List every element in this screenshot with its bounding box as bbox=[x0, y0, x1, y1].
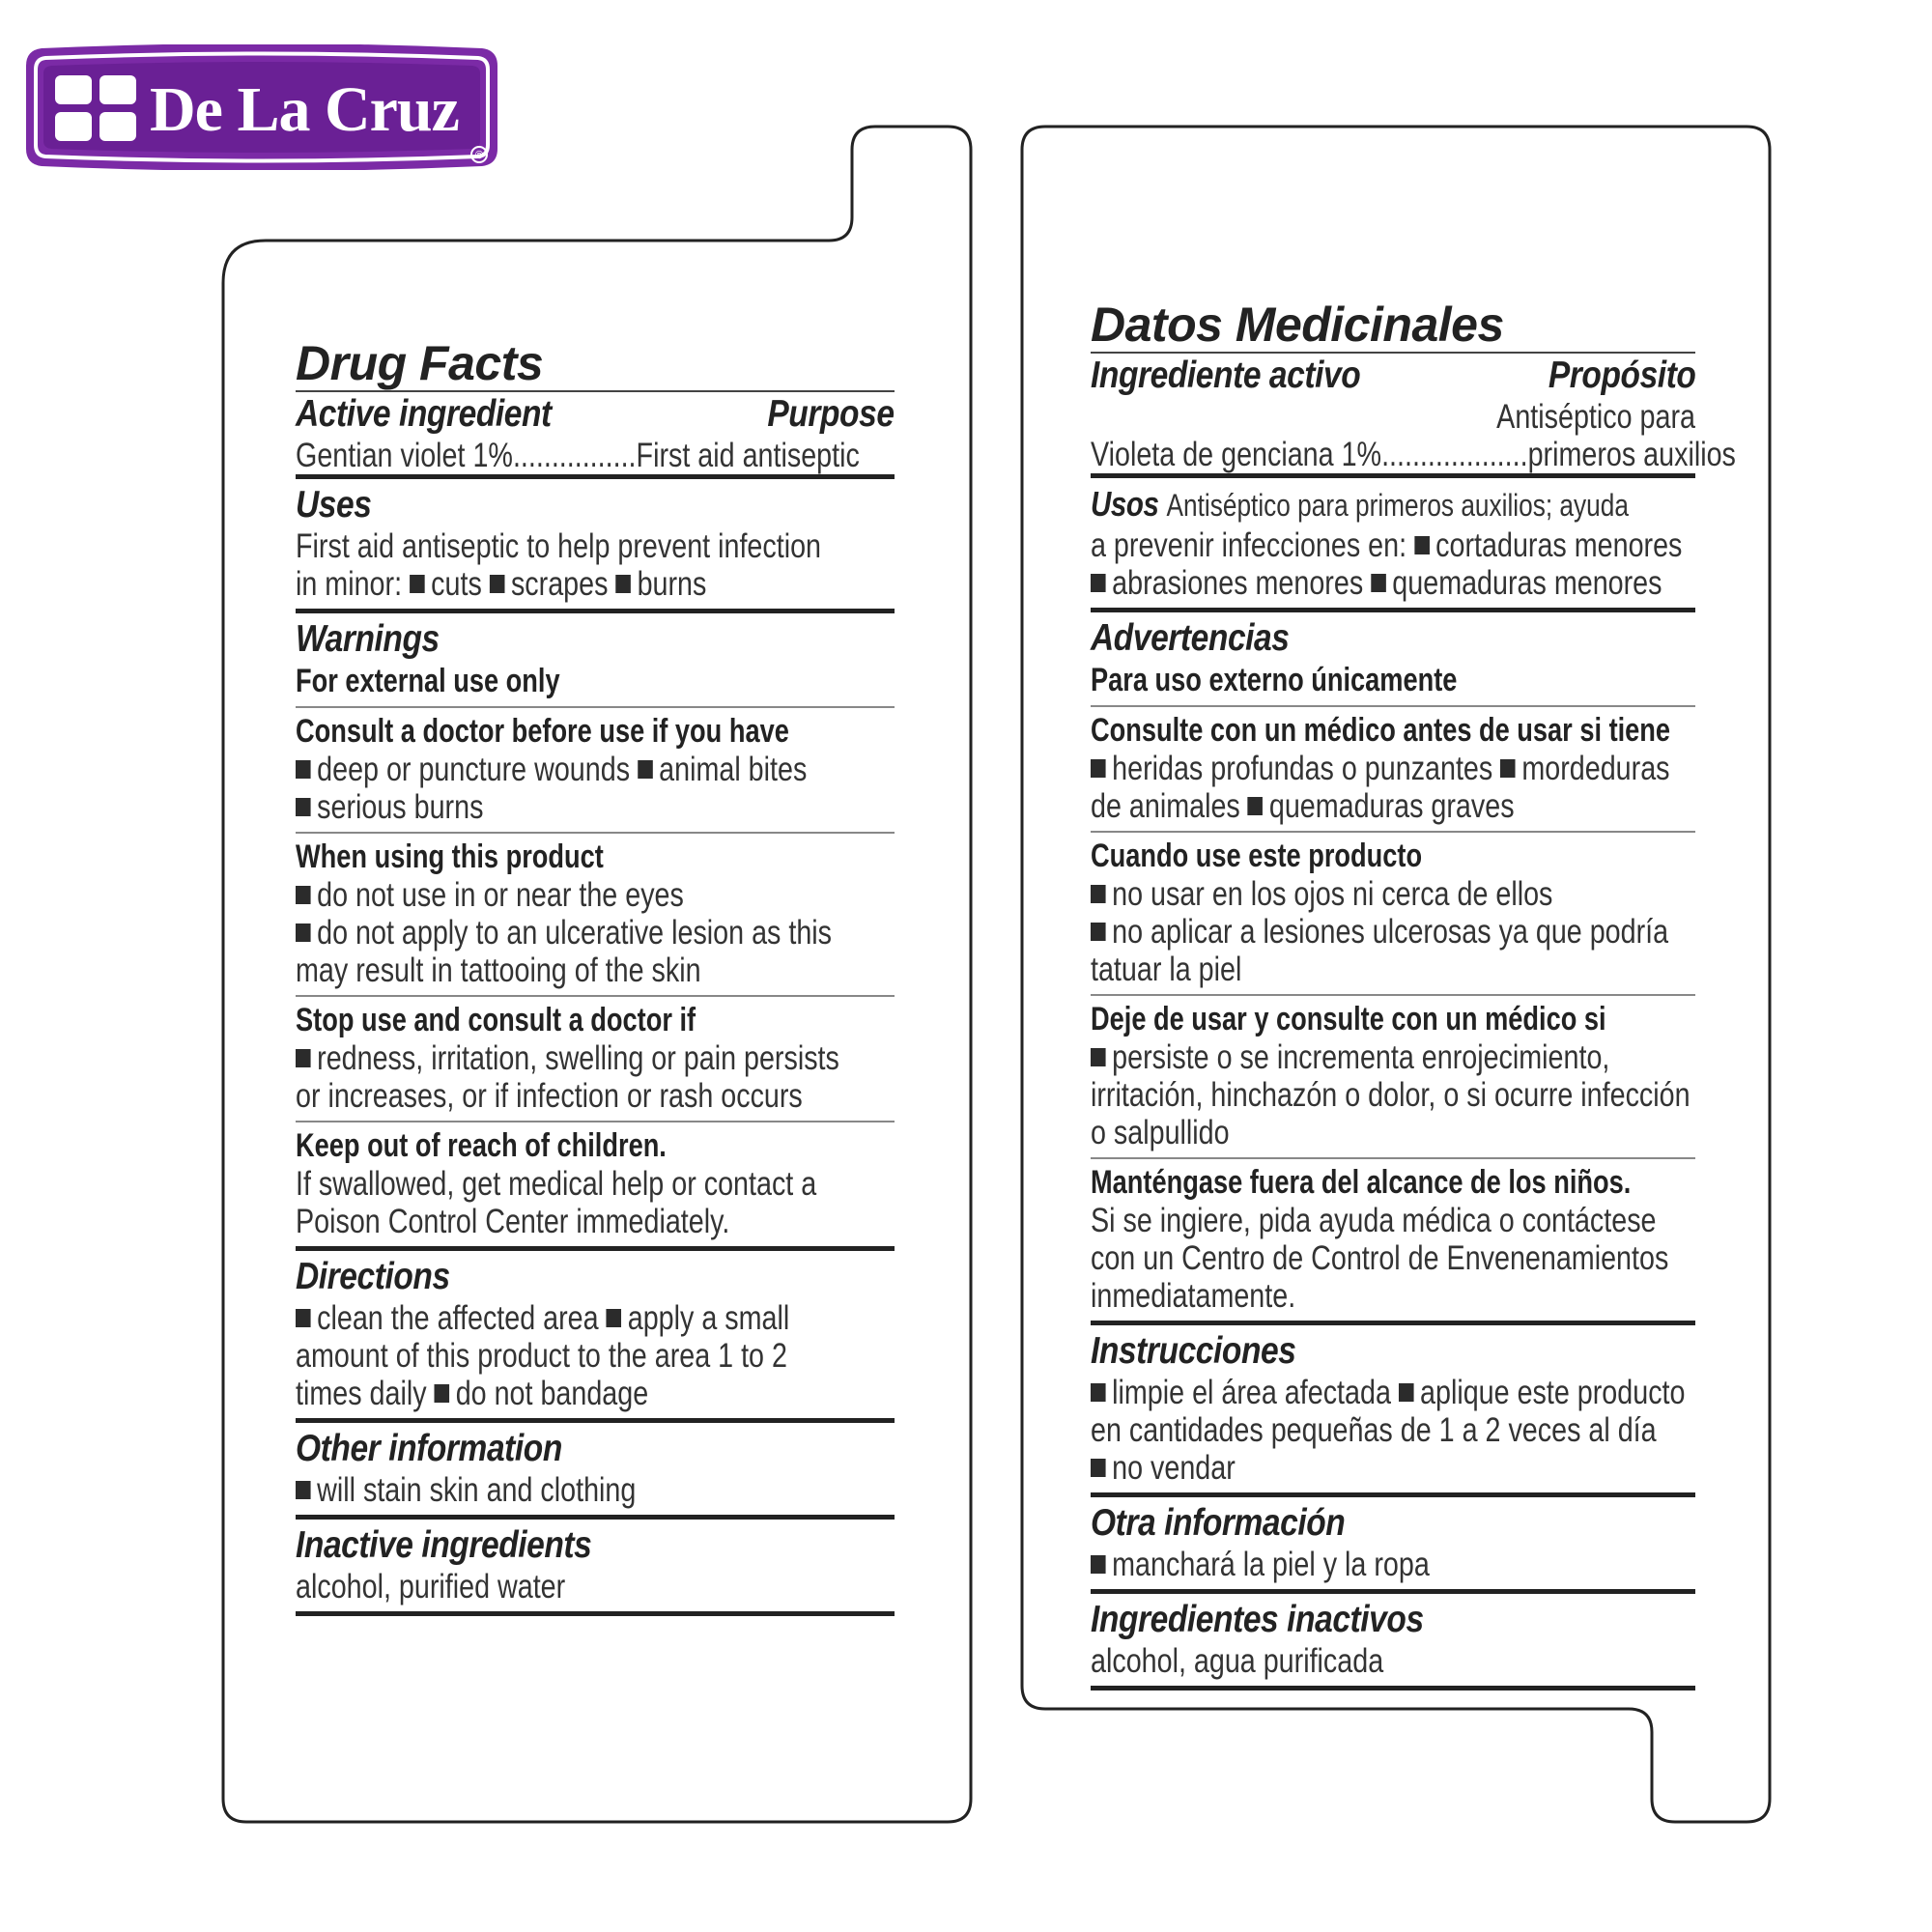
inactive-text: alcohol, agua purificada bbox=[1091, 1642, 1384, 1680]
other-info-section bbox=[1091, 1497, 1695, 1589]
keep-line: Poison Control Center immediately. bbox=[296, 1203, 730, 1240]
stop-line: o salpullido bbox=[1091, 1114, 1230, 1151]
datos-medicinales-title: Datos Medicinales bbox=[1091, 298, 1504, 352]
bullet-icon bbox=[1091, 885, 1106, 903]
stop-line: irritación, hinchazón o dolor, o si ocurre infección bbox=[1091, 1076, 1690, 1114]
inactive-section bbox=[1091, 1594, 1695, 1686]
ingredient-purpose: First aid antiseptic bbox=[636, 437, 860, 474]
uses-section bbox=[296, 479, 895, 609]
when-item: do not apply to an ulcerative lesion as this bbox=[317, 914, 833, 952]
bullet-icon bbox=[296, 1049, 311, 1067]
bullet-icon bbox=[435, 1384, 450, 1403]
bullet-icon bbox=[1399, 1383, 1414, 1402]
when-item-cont: tatuar la piel bbox=[1091, 951, 1242, 988]
active-ingredient-header bbox=[1091, 354, 1695, 398]
directions-line: en cantidades pequeñas de 1 a 2 veces al día bbox=[1091, 1411, 1657, 1449]
brand-name: De La Cruz bbox=[150, 74, 459, 145]
consult-item: deep or puncture wounds bbox=[317, 751, 631, 788]
other-info-heading: Other information bbox=[296, 1428, 562, 1469]
when-using-section bbox=[296, 834, 895, 995]
bullet-icon bbox=[1091, 1383, 1106, 1402]
directions-line: amount of this product to the area 1 to 2 bbox=[296, 1337, 787, 1375]
uses-item: quemaduras menores bbox=[1392, 564, 1662, 602]
uses-item: scrapes bbox=[510, 565, 609, 603]
stop-use-section bbox=[1091, 996, 1695, 1157]
bullet-icon bbox=[1091, 574, 1106, 592]
keep-out-section bbox=[296, 1122, 895, 1246]
drug-facts-panel-en bbox=[296, 336, 895, 1616]
consult-item: mordeduras bbox=[1521, 750, 1670, 787]
stop-line: or increases, or if infection or rash occurs bbox=[296, 1077, 803, 1115]
keep-line: inmediatamente. bbox=[1091, 1277, 1296, 1315]
directions-item: apply a small bbox=[627, 1299, 790, 1337]
purpose-line: Antiséptico para bbox=[1496, 398, 1695, 436]
uses-item: cortaduras menores bbox=[1435, 526, 1683, 564]
active-ingredient-header bbox=[296, 392, 895, 437]
bullet-icon bbox=[1091, 1048, 1106, 1066]
external-use-text: For external use only bbox=[296, 663, 560, 699]
consult-item: quemaduras graves bbox=[1268, 787, 1515, 825]
active-ingredient-heading: Active ingredient bbox=[296, 393, 552, 435]
purpose-heading: Propósito bbox=[1548, 355, 1695, 396]
consult-item: heridas profundas o punzantes bbox=[1112, 750, 1493, 787]
uses-heading: Uses bbox=[296, 484, 372, 526]
external-use-text: Para uso externo únicamente bbox=[1091, 662, 1458, 698]
keep-line: Si se ingiere, pida ayuda médica o contáctese bbox=[1091, 1202, 1657, 1239]
uses-line1: Antiséptico para primeros auxilios; ayuda bbox=[1166, 488, 1629, 523]
bullet-icon bbox=[1091, 759, 1106, 778]
warnings-section bbox=[296, 613, 895, 706]
directions-section bbox=[1091, 1325, 1695, 1492]
leader-dots: ................... bbox=[1381, 436, 1528, 473]
registered-mark: ® bbox=[474, 150, 484, 161]
bullet-icon bbox=[607, 1309, 622, 1327]
keep-line: If swallowed, get medical help or contact a bbox=[296, 1165, 817, 1203]
other-info-section bbox=[296, 1423, 895, 1515]
uses-section bbox=[1091, 478, 1695, 608]
when-item: no usar en los ojos ni cerca de ellos bbox=[1112, 875, 1553, 913]
directions-item: do not bandage bbox=[455, 1375, 649, 1412]
uses-item: abrasiones menores bbox=[1112, 564, 1364, 602]
keep-out-section bbox=[1091, 1159, 1695, 1321]
bullet-icon bbox=[638, 760, 653, 779]
ingredient-name: Gentian violet 1% bbox=[296, 437, 513, 474]
warnings-heading: Advertencias bbox=[1091, 617, 1290, 659]
directions-item: no vendar bbox=[1112, 1449, 1236, 1487]
uses-line1: First aid antiseptic to help prevent infection bbox=[296, 527, 822, 565]
bullet-icon bbox=[615, 575, 631, 593]
consult-heading: Consulte con un médico antes de usar si tiene bbox=[1091, 712, 1671, 749]
inactive-section bbox=[296, 1520, 895, 1611]
keep-line: con un Centro de Control de Envenenamientos bbox=[1091, 1239, 1669, 1277]
other-info-item: manchará la piel y la ropa bbox=[1112, 1546, 1430, 1583]
purpose-heading: Purpose bbox=[767, 393, 895, 435]
consult-item: animal bites bbox=[659, 751, 808, 788]
stop-use-heading: Deje de usar y consulte con un médico si bbox=[1091, 1001, 1606, 1037]
when-item: no aplicar a lesiones ulcerosas ya que podría bbox=[1112, 913, 1669, 951]
bullet-icon bbox=[296, 760, 311, 779]
directions-heading: Directions bbox=[296, 1256, 450, 1297]
warnings-heading: Warnings bbox=[296, 618, 440, 660]
consult-section bbox=[296, 708, 895, 832]
divider bbox=[296, 1611, 895, 1616]
bullet-icon bbox=[1414, 536, 1430, 554]
ingredient-name: Violeta de genciana 1% bbox=[1091, 436, 1382, 473]
when-item-cont: may result in tattooing of the skin bbox=[296, 952, 701, 989]
stop-line: persiste o se incrementa enrojecimiento, bbox=[1112, 1038, 1610, 1076]
warnings-section bbox=[1091, 612, 1695, 705]
keep-out-heading: Manténgase fuera del alcance de los niños. bbox=[1091, 1164, 1632, 1201]
bullet-icon bbox=[296, 923, 311, 942]
bullet-icon bbox=[410, 575, 425, 593]
bullet-icon bbox=[1248, 797, 1264, 815]
consult-item: serious burns bbox=[317, 788, 484, 826]
bullet-icon bbox=[296, 886, 311, 904]
directions-line: times daily bbox=[296, 1375, 427, 1412]
stop-use-section bbox=[296, 997, 895, 1121]
active-ingredient-heading: Ingrediente activo bbox=[1091, 355, 1361, 396]
leader-dots: ................ bbox=[512, 437, 637, 474]
uses-line2-prefix: a prevenir infecciones en: bbox=[1091, 526, 1407, 564]
uses-item: cuts bbox=[431, 565, 482, 603]
when-using-heading: When using this product bbox=[296, 838, 604, 875]
directions-section bbox=[296, 1251, 895, 1418]
ingredient-row bbox=[1091, 436, 1736, 473]
ingredient-purpose: primeros auxilios bbox=[1527, 436, 1736, 473]
stop-line: redness, irritation, swelling or pain persists bbox=[317, 1039, 839, 1077]
consult-item: de animales bbox=[1091, 787, 1240, 825]
drug-facts-panel-es bbox=[1091, 298, 1736, 1690]
bullet-icon bbox=[1091, 1555, 1106, 1574]
inactive-heading: Inactive ingredients bbox=[296, 1524, 592, 1566]
uses-item: burns bbox=[637, 565, 707, 603]
when-using-heading: Cuando use este producto bbox=[1091, 838, 1423, 874]
bullet-icon bbox=[1091, 923, 1106, 941]
bullet-icon bbox=[1091, 1459, 1106, 1477]
bullet-icon bbox=[296, 798, 311, 816]
inactive-text: alcohol, purified water bbox=[296, 1568, 566, 1605]
bullet-icon bbox=[296, 1309, 311, 1327]
stop-use-heading: Stop use and consult a doctor if bbox=[296, 1002, 696, 1038]
directions-item: clean the affected area bbox=[317, 1299, 599, 1337]
divider bbox=[1091, 1686, 1695, 1690]
keep-out-heading: Keep out of reach of children. bbox=[296, 1127, 667, 1164]
consult-heading: Consult a doctor before use if you have bbox=[296, 713, 789, 750]
uses-line2-prefix: in minor: bbox=[296, 565, 403, 603]
bullet-icon bbox=[490, 575, 505, 593]
directions-item: limpie el área afectada bbox=[1112, 1374, 1391, 1411]
inactive-heading: Ingredientes inactivos bbox=[1091, 1599, 1424, 1640]
bullet-icon bbox=[1371, 574, 1386, 592]
consult-section bbox=[1091, 707, 1695, 831]
uses-heading: Usos bbox=[1091, 484, 1159, 524]
other-info-heading: Otra información bbox=[1091, 1502, 1346, 1544]
when-item: do not use in or near the eyes bbox=[317, 876, 684, 914]
other-info-item: will stain skin and clothing bbox=[317, 1471, 637, 1509]
ingredient-row bbox=[296, 437, 895, 474]
bullet-icon bbox=[296, 1481, 311, 1499]
directions-item: aplique este producto bbox=[1420, 1374, 1686, 1411]
bullet-icon bbox=[1500, 759, 1516, 778]
directions-heading: Instrucciones bbox=[1091, 1330, 1296, 1372]
drug-facts-title: Drug Facts bbox=[296, 336, 544, 390]
when-using-section bbox=[1091, 833, 1695, 994]
